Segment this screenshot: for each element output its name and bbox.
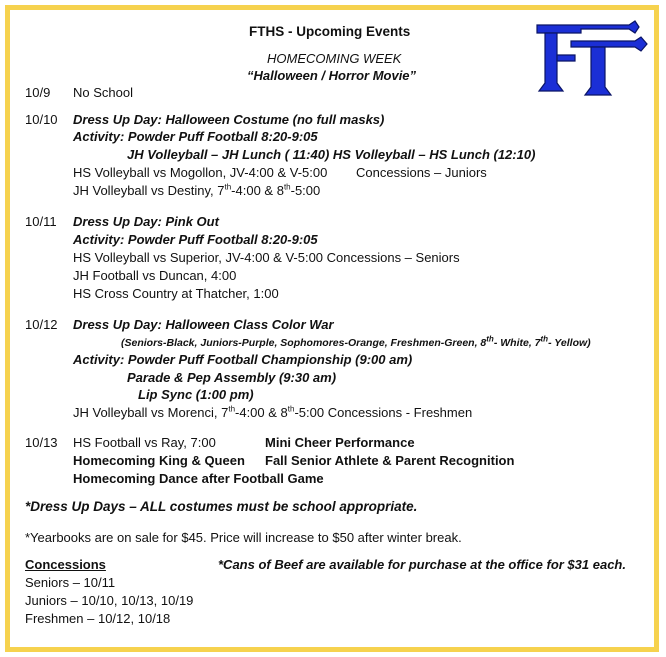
dress-up-note: *Dress Up Days – ALL costumes must be school appropriate. xyxy=(25,499,418,514)
lip-sync: Lip Sync (1:00 pm) xyxy=(138,387,254,402)
activity: Activity: Powder Puff Football Championship (9:00 am) xyxy=(73,352,413,367)
parade-assembly: Parade & Pep Assembly (9:30 am) xyxy=(127,370,337,385)
activity: Activity: Powder Puff Football 8:20-9:05 xyxy=(73,232,318,247)
cheer-performance: Mini Cheer Performance xyxy=(265,435,415,450)
date-label: 10/13 xyxy=(25,435,58,450)
date-label: 10/10 xyxy=(25,112,58,127)
dress-up-day: Dress Up Day: Halloween Costume (no full masks) xyxy=(73,112,385,127)
senior-recognition: Fall Senior Athlete & Parent Recognition xyxy=(265,453,515,468)
beef-note: *Cans of Beef are available for purchase at the office for $31 each. xyxy=(218,557,626,572)
event-line: HS Football vs Ray, 7:00 xyxy=(73,435,216,450)
event-line: HS Cross Country at Thatcher, 1:00 xyxy=(73,286,279,301)
event-line: JH Volleyball vs Destiny, 7th-4:00 & 8th-5:00 xyxy=(73,182,321,198)
dress-up-day: Dress Up Day: Pink Out xyxy=(73,214,219,229)
concessions-freshmen: Freshmen – 10/12, 10/18 xyxy=(25,611,171,626)
homecoming-week-heading: HOMECOMING WEEK xyxy=(267,51,402,66)
king-queen: Homecoming King & Queen xyxy=(73,453,245,468)
event-line: HS Volleyball vs Mogollon, JV-4:00 & V-5:00 xyxy=(73,165,328,180)
date-label: 10/11 xyxy=(25,214,57,229)
theme-heading: “Halloween / Horror Movie” xyxy=(247,68,417,83)
concessions-seniors: Seniors – 10/11 xyxy=(25,575,116,590)
activity: Activity: Powder Puff Football 8:20-9:05 xyxy=(73,129,318,144)
ft-monogram-logo xyxy=(531,19,649,99)
homecoming-dance: Homecoming Dance after Football Game xyxy=(73,471,324,486)
yearbook-note: *Yearbooks are on sale for $45. Price will increase to $50 after winter break. xyxy=(25,530,462,545)
concessions-note: Concessions – Juniors xyxy=(356,165,487,180)
dress-up-day: Dress Up Day: Halloween Class Color War xyxy=(73,317,334,332)
date-label: 10/9 xyxy=(25,85,51,100)
page-title: FTHS - Upcoming Events xyxy=(249,24,411,39)
event-line: JH Volleyball vs Morenci, 7th-4:00 & 8th-5:00 Concessions - Freshmen xyxy=(73,404,473,420)
event-line: JH Football vs Duncan, 4:00 xyxy=(73,268,237,283)
class-colors: (Seniors-Black, Juniors-Purple, Sophomores-Orange, Freshmen-Green, 8th- White, 7th- Yellow) xyxy=(121,334,591,349)
date-label: 10/12 xyxy=(25,317,58,332)
event-line: HS Volleyball vs Superior, JV-4:00 & V-5:00 Concessions – Seniors xyxy=(73,250,460,265)
no-school-text: No School xyxy=(73,85,133,100)
concessions-juniors: Juniors – 10/10, 10/13, 10/19 xyxy=(25,593,194,608)
concessions-heading: Concessions xyxy=(25,557,106,572)
volleyball-lunch: JH Volleyball – JH Lunch ( 11:40) HS Volleyball – HS Lunch (12:10) xyxy=(127,147,536,162)
